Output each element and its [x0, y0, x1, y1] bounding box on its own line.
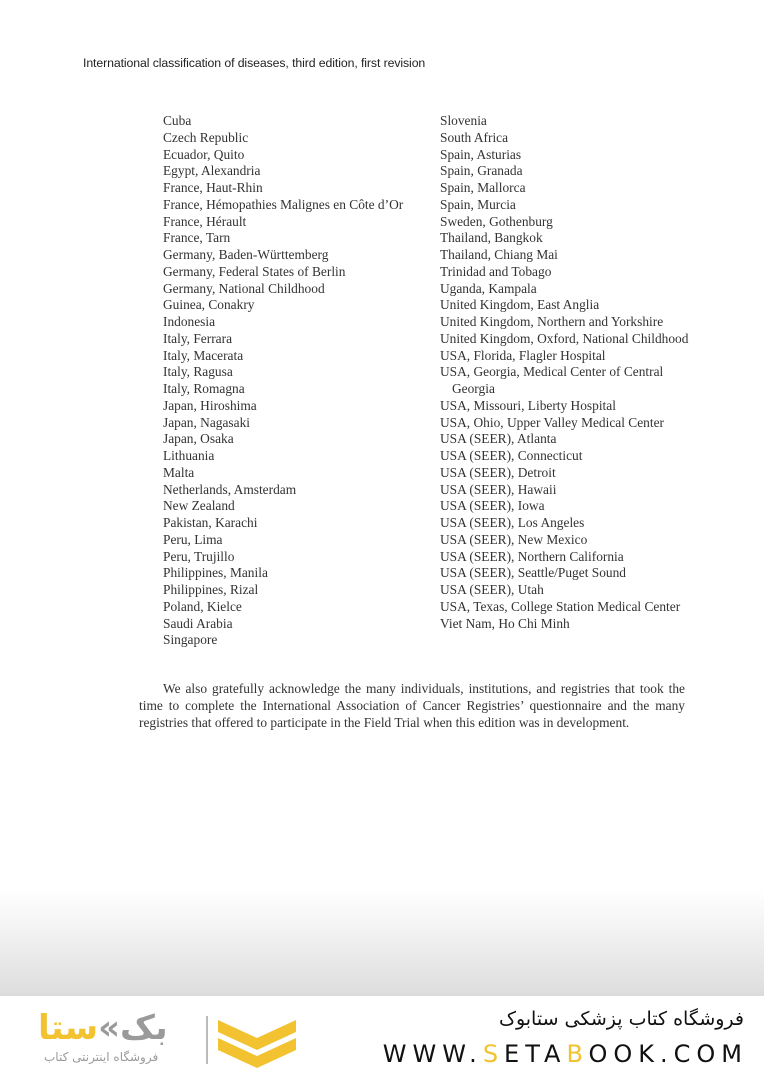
registry-item: Slovenia — [440, 113, 487, 128]
registry-item: France, Hérault — [163, 213, 247, 229]
registry-item: South Africa — [440, 129, 509, 145]
registry-item: Saudi Arabia — [163, 615, 233, 631]
acknowledgement-paragraph: We also gratefully acknowledge the many individuals, institutions, and registries that took the time to complete the International Association of Cancer Registries’ questionnaire and the many registries that offered to participate in the Field Trial when this edition was in development. — [139, 681, 685, 730]
registry-item: USA (SEER), Northern California — [440, 548, 624, 564]
registry-item: USA (SEER), Los Angeles — [440, 515, 585, 530]
registry-item: Germany, Baden-Württemberg — [163, 247, 329, 262]
registry-item: Philippines, Rizal — [163, 582, 259, 597]
registry-item: Japan, Osaka — [163, 431, 234, 447]
registry-item: United Kingdom, Northern and Yorkshire — [440, 314, 664, 329]
url-accent: B — [566, 1040, 589, 1068]
registry-item: Italy, Romagna — [163, 381, 245, 396]
registry-item: Ecuador, Quito — [163, 146, 245, 162]
registry-item: USA (SEER), Detroit — [440, 464, 556, 480]
registry-item: Spain, Asturias — [440, 146, 522, 162]
registry-list-left — [163, 113, 413, 649]
registry-item: USA, Ohio, Upper Valley Medical Center — [440, 414, 664, 430]
registry-item: USA, Florida, Flagler Hospital — [440, 347, 606, 363]
registry-item: Czech Republic — [163, 129, 249, 145]
registry-list-right — [440, 113, 700, 632]
registry-item: Japan, Nagasaki — [163, 414, 251, 430]
logo-wordmark-yellow: ستا — [38, 1008, 99, 1048]
registry-item: USA (SEER), Hawaii — [440, 481, 557, 497]
registry-item: Spain, Murcia — [440, 196, 516, 212]
registry-item: France, Hémopathies Malignes en Côte d’Or — [163, 196, 404, 212]
registry-item: Lithuania — [163, 448, 215, 463]
registry-item: USA, Missouri, Liberty Hospital — [440, 397, 616, 413]
registry-item: Malta — [163, 464, 195, 480]
registry-item: Italy, Macerata — [163, 347, 244, 363]
registry-item: Netherlands, Amsterdam — [163, 481, 297, 497]
registry-item: Poland, Kielce — [163, 598, 242, 614]
registry-item: USA (SEER), Utah — [440, 582, 544, 597]
url-part: OOK.COM — [588, 1040, 748, 1068]
logo-wordmark — [38, 1008, 168, 1048]
registry-item: Guinea, Conakry — [163, 297, 255, 313]
registry-item: Japan, Hiroshima — [163, 397, 257, 413]
running-head: International classification of diseases, third edition, first revision — [83, 56, 426, 70]
registry-item: USA (SEER), Connecticut — [440, 448, 583, 463]
registry-item: France, Tarn — [163, 230, 231, 246]
registry-item: Cuba — [163, 113, 192, 128]
registry-item: USA, Texas, College Station Medical Center — [440, 598, 681, 614]
url-part: ETA — [504, 1040, 567, 1068]
store-name: فروشگاه کتاب پزشکی ستابوک — [498, 1008, 744, 1030]
registry-item: Viet Nam, Ho Chi Minh — [440, 615, 570, 631]
registry-item: United Kingdom, Oxford, National Childhood — [440, 330, 689, 346]
registry-item: Thailand, Chiang Mai — [440, 247, 558, 262]
registry-item: Spain, Mallorca — [440, 180, 526, 195]
setabook-banner — [0, 996, 764, 1080]
registry-item: United Kingdom, East Anglia — [440, 297, 600, 313]
logo-wordmark-gray: بک» — [98, 1008, 168, 1048]
registry-item: Germany, Federal States of Berlin — [163, 263, 346, 279]
logo-divider — [206, 1016, 208, 1064]
registry-item: Trinidad and Tobago — [440, 263, 552, 279]
registry-item: France, Haut-Rhin — [163, 180, 263, 195]
registry-item: Italy, Ferrara — [163, 330, 233, 346]
registry-item: USA (SEER), Iowa — [440, 498, 545, 514]
registry-item: Peru, Lima — [163, 531, 223, 547]
registry-item: USA (SEER), Atlanta — [440, 431, 557, 447]
registry-item: Pakistan, Karachi — [163, 515, 258, 530]
url-accent: S — [482, 1040, 505, 1068]
registry-item: USA (SEER), New Mexico — [440, 531, 588, 547]
logo-subtitle: فروشگاه اینترنتی کتاب — [44, 1050, 159, 1064]
chevron-logo-icon — [218, 1014, 296, 1072]
registry-item: Sweden, Gothenburg — [440, 213, 553, 229]
registry-item: USA, Georgia, Medical Center of Central Georgia — [440, 364, 664, 396]
setabook-logo — [38, 1008, 298, 1072]
registry-item: Singapore — [163, 632, 218, 648]
registry-item: Egypt, Alexandria — [163, 163, 261, 179]
registry-item: USA (SEER), Seattle/Puget Sound — [440, 565, 626, 581]
url-part: WWW. — [382, 1040, 483, 1068]
registry-item: New Zealand — [163, 498, 235, 514]
registry-item: Spain, Granada — [440, 163, 523, 179]
registry-item: Italy, Ragusa — [163, 364, 233, 380]
store-url[interactable] — [383, 1040, 748, 1068]
registry-item: Germany, National Childhood — [163, 280, 325, 296]
registry-item: Uganda, Kampala — [440, 280, 537, 296]
registry-item: Thailand, Bangkok — [440, 230, 543, 246]
registry-item: Indonesia — [163, 314, 216, 329]
registry-item: Peru, Trujillo — [163, 548, 235, 564]
registry-item: Philippines, Manila — [163, 565, 268, 581]
